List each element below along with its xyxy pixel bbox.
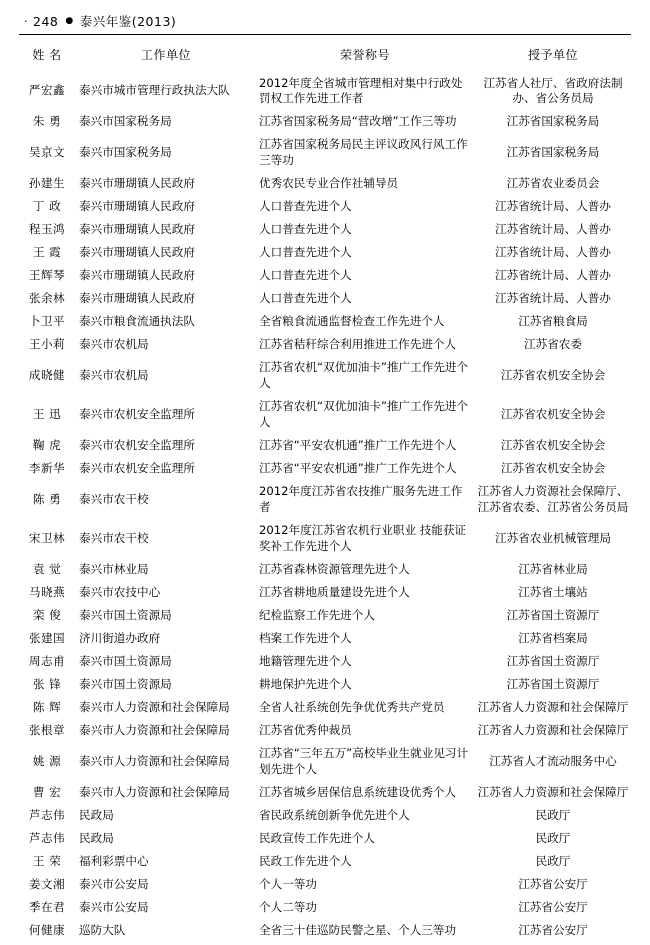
table-row bbox=[18, 173, 632, 196]
cell-unit: 泰兴市珊瑚镇人民政府 bbox=[79, 245, 195, 260]
cell-honor: 江苏省农机“双优加油卡”推广工作先进个人 bbox=[259, 399, 469, 430]
cell-name: 王 迅 bbox=[32, 407, 62, 422]
table-row bbox=[18, 219, 632, 242]
cell-grant: 江苏省农业机械管理局 bbox=[495, 531, 611, 546]
cell-name: 芦志伟 bbox=[28, 830, 66, 845]
cell-honor: 耕地保护先进个人 bbox=[259, 677, 352, 692]
cell-honor: 民政工作先进个人 bbox=[259, 853, 352, 868]
table-row bbox=[18, 435, 632, 458]
table-row bbox=[18, 311, 632, 334]
cell-grant: 江苏省国土资源厅 bbox=[506, 677, 600, 692]
cell-grant: 民政厅 bbox=[535, 807, 571, 822]
cell-honor: 人口普查先进个人 bbox=[259, 268, 352, 283]
cell-name: 宋卫林 bbox=[28, 531, 66, 546]
cell-name: 姜文湘 bbox=[28, 876, 66, 891]
cell-grant: 江苏省农机安全协会 bbox=[500, 438, 606, 453]
cell-grant: 江苏省农业委员会 bbox=[506, 176, 600, 191]
cell-honor: 人口普查先进个人 bbox=[259, 291, 352, 306]
cell-unit: 巡防大队 bbox=[79, 922, 126, 937]
cell-honor: 江苏省耕地质量建设先进个人 bbox=[259, 585, 410, 600]
cell-name: 张根章 bbox=[28, 723, 66, 738]
cell-grant: 江苏省农机安全协会 bbox=[500, 407, 606, 422]
cell-unit: 泰兴市人力资源和社会保障局 bbox=[79, 784, 230, 799]
cell-name: 季在君 bbox=[28, 899, 66, 914]
cell-name: 张建国 bbox=[28, 631, 66, 646]
cell-grant: 江苏省人社厅、省政府法制办、省公务员局 bbox=[483, 75, 623, 106]
cell-honor: 人口普查先进个人 bbox=[259, 222, 352, 237]
table-row bbox=[18, 334, 632, 357]
cell-name: 马晓燕 bbox=[28, 585, 66, 600]
cell-unit: 泰兴市珊瑚镇人民政府 bbox=[79, 222, 195, 237]
column-header-name: 姓 名 bbox=[32, 48, 62, 62]
cell-grant: 江苏省农机安全协会 bbox=[500, 368, 606, 383]
cell-grant: 江苏省国家税务局 bbox=[506, 114, 600, 129]
cell-grant: 江苏省统计局、人普办 bbox=[495, 291, 611, 306]
cell-name: 张余林 bbox=[28, 291, 66, 306]
cell-grant: 江苏省国家税务局 bbox=[506, 145, 600, 160]
table-row bbox=[18, 458, 632, 481]
cell-name: 陈 辉 bbox=[32, 700, 62, 715]
cell-grant: 江苏省公安厅 bbox=[518, 899, 588, 914]
cell-grant: 江苏省人力资源和社会保障厅 bbox=[477, 723, 629, 738]
cell-grant: 江苏省统计局、人普办 bbox=[495, 245, 611, 260]
cell-unit: 泰兴市公安局 bbox=[79, 876, 149, 891]
cell-name: 严宏鑫 bbox=[28, 83, 66, 98]
cell-grant: 江苏省档案局 bbox=[518, 631, 588, 646]
cell-name: 曹 宏 bbox=[32, 784, 62, 799]
table-row bbox=[18, 520, 632, 559]
cell-unit: 泰兴市珊瑚镇人民政府 bbox=[79, 199, 195, 214]
cell-grant: 江苏省林业局 bbox=[518, 562, 588, 577]
cell-unit: 泰兴市农机局 bbox=[79, 337, 149, 352]
cell-honor: 江苏省国家税务局“营改增”工作三等功 bbox=[259, 114, 457, 129]
cell-name: 王辉琴 bbox=[28, 268, 66, 283]
cell-honor: 个人一等功 bbox=[259, 876, 317, 891]
column-header-honor: 荣誉称号 bbox=[339, 48, 390, 62]
cell-honor: 江苏省“平安农机通”推广工作先进个人 bbox=[259, 438, 457, 453]
cell-name: 栾 俊 bbox=[32, 608, 62, 623]
cell-honor: 江苏省秸秆综合利用推进工作先进个人 bbox=[259, 337, 457, 352]
cell-unit: 泰兴市珊瑚镇人民政府 bbox=[79, 176, 195, 191]
cell-honor: 个人二等功 bbox=[259, 899, 317, 914]
cell-grant: 江苏省农机安全协会 bbox=[500, 461, 606, 476]
table-row bbox=[18, 919, 632, 942]
cell-name: 王 霞 bbox=[32, 245, 62, 260]
cell-grant: 江苏省人力资源和社会保障厅 bbox=[477, 784, 629, 799]
cell-name: 姚 源 bbox=[32, 754, 62, 768]
table-row bbox=[18, 850, 632, 873]
cell-name: 周志甫 bbox=[28, 654, 66, 669]
cell-honor: 江苏省国家税务局民主评议政风行风工作三等功 bbox=[259, 137, 468, 168]
cell-name: 王 荣 bbox=[32, 853, 62, 868]
cell-honor: 江苏省优秀仲裁员 bbox=[259, 723, 352, 738]
cell-unit: 泰兴市农机安全监理所 bbox=[79, 461, 195, 476]
table-row bbox=[18, 651, 632, 674]
cell-honor: 2012年度江苏省农技推广服务先进工作者 bbox=[259, 484, 463, 515]
cell-unit: 泰兴市国土资源局 bbox=[79, 608, 172, 623]
table-row bbox=[18, 743, 632, 782]
table-row bbox=[18, 72, 632, 111]
cell-grant: 民政厅 bbox=[535, 853, 571, 868]
table-row bbox=[18, 265, 632, 288]
cell-grant: 江苏省人力资源社会保障厅、江苏省农委、江苏省公务员局 bbox=[477, 484, 629, 515]
cell-unit: 民政局 bbox=[79, 807, 114, 822]
table-row bbox=[18, 720, 632, 743]
cell-name: 王小莉 bbox=[28, 337, 66, 352]
cell-grant: 江苏省公安厅 bbox=[518, 876, 588, 891]
table-row bbox=[18, 827, 632, 850]
cell-unit: 泰兴市农技中心 bbox=[79, 585, 161, 600]
bullet-icon: · bbox=[24, 14, 28, 28]
cell-honor: 档案工作先进个人 bbox=[259, 631, 352, 646]
cell-unit: 泰兴市林业局 bbox=[79, 562, 149, 577]
cell-name: 程玉鸿 bbox=[28, 222, 66, 237]
header-rule bbox=[19, 34, 631, 35]
cell-unit: 济川街道办政府 bbox=[79, 631, 161, 646]
cell-honor: 纪检监察工作先进个人 bbox=[259, 608, 375, 623]
cell-unit: 泰兴市农干校 bbox=[79, 531, 149, 546]
table-row bbox=[18, 804, 632, 827]
cell-unit: 泰兴市珊瑚镇人民政府 bbox=[79, 291, 195, 306]
cell-grant: 江苏省统计局、人普办 bbox=[495, 199, 611, 214]
cell-honor: 地籍管理先进个人 bbox=[259, 654, 352, 669]
cell-honor: 人口普查先进个人 bbox=[259, 245, 352, 260]
cell-name: 张 锋 bbox=[32, 677, 62, 692]
cell-unit: 泰兴市公安局 bbox=[79, 899, 149, 914]
cell-unit: 民政局 bbox=[79, 830, 114, 845]
cell-name: 陈 勇 bbox=[32, 492, 62, 507]
cell-unit: 泰兴市农机安全监理所 bbox=[79, 407, 195, 422]
cell-name: 李新华 bbox=[28, 461, 66, 476]
awards-table bbox=[18, 41, 632, 942]
cell-unit: 泰兴市人力资源和社会保障局 bbox=[79, 700, 230, 715]
cell-name: 袁 觉 bbox=[32, 562, 62, 577]
table-row bbox=[18, 781, 632, 804]
table-row bbox=[18, 481, 632, 520]
cell-honor: 全省粮食流通监督检查工作先进个人 bbox=[259, 314, 445, 329]
cell-grant: 民政厅 bbox=[535, 830, 571, 845]
cell-name: 芦志伟 bbox=[28, 807, 66, 822]
cell-unit: 福利彩票中心 bbox=[79, 853, 149, 868]
cell-name: 孙建生 bbox=[28, 176, 66, 191]
cell-honor: 江苏省“三年五万”高校毕业生就业见习计划先进个人 bbox=[259, 746, 469, 776]
table-row bbox=[18, 674, 632, 697]
table-row bbox=[18, 628, 632, 651]
cell-unit: 泰兴市国家税务局 bbox=[79, 145, 172, 160]
column-header-unit: 工作单位 bbox=[140, 48, 191, 62]
cell-grant: 江苏省人力资源和社会保障厅 bbox=[477, 700, 629, 715]
cell-grant: 江苏省统计局、人普办 bbox=[495, 222, 611, 237]
cell-name: 卜卫平 bbox=[28, 314, 66, 329]
cell-name: 朱 勇 bbox=[32, 114, 62, 129]
page-number: 248 bbox=[33, 13, 59, 29]
cell-honor: 全省三十佳巡防民警之星、个人三等功 bbox=[259, 922, 457, 937]
cell-unit: 泰兴市粮食流通执法队 bbox=[79, 314, 195, 329]
cell-unit: 泰兴市人力资源和社会保障局 bbox=[79, 723, 230, 738]
cell-unit: 泰兴市农机局 bbox=[79, 368, 149, 383]
table-row bbox=[18, 697, 632, 720]
cell-unit: 泰兴市人力资源和社会保障局 bbox=[79, 754, 230, 768]
table-row bbox=[18, 196, 632, 219]
cell-unit: 泰兴市国土资源局 bbox=[79, 677, 172, 692]
table-row bbox=[18, 605, 632, 628]
cell-name: 鞠 虎 bbox=[32, 438, 62, 453]
cell-name: 吴京文 bbox=[28, 145, 66, 160]
cell-grant: 江苏省土壤站 bbox=[518, 585, 588, 600]
table-row bbox=[18, 896, 632, 919]
table-row bbox=[18, 873, 632, 896]
cell-honor: 民政宣传工作先进个人 bbox=[259, 830, 375, 845]
cell-grant: 江苏省国土资源厅 bbox=[506, 654, 600, 669]
cell-unit: 泰兴市农机安全监理所 bbox=[79, 438, 195, 453]
cell-unit: 泰兴市城市管理行政执法大队 bbox=[79, 83, 230, 98]
table-header-row bbox=[18, 41, 632, 72]
page-title: 泰兴年鉴(2013) bbox=[79, 14, 177, 29]
table-row bbox=[18, 559, 632, 582]
cell-honor: 江苏省城乡居保信息系统建设优秀个人 bbox=[259, 784, 457, 799]
separator-icon: ● bbox=[65, 16, 74, 26]
table-row bbox=[18, 582, 632, 605]
table-row bbox=[18, 242, 632, 265]
cell-name: 何健康 bbox=[28, 922, 66, 937]
cell-name: 成晓健 bbox=[28, 368, 66, 383]
cell-honor: 2012年度江苏省农机行业职业 技能获证奖补工作先进个人 bbox=[259, 523, 467, 554]
cell-unit: 泰兴市珊瑚镇人民政府 bbox=[79, 268, 195, 283]
table-row bbox=[18, 134, 632, 173]
cell-grant: 江苏省统计局、人普办 bbox=[495, 268, 611, 283]
page-header bbox=[18, 10, 632, 32]
cell-honor: 全省人社系统创先争优优秀共产党员 bbox=[259, 700, 445, 715]
table-row bbox=[18, 288, 632, 311]
column-header-grant: 授予单位 bbox=[527, 48, 578, 62]
cell-honor: 江苏省“平安农机通”推广工作先进个人 bbox=[259, 461, 457, 476]
cell-honor: 江苏省森林资源管理先进个人 bbox=[259, 562, 410, 577]
cell-honor: 2012年度全省城市管理相对集中行政处罚权工作先进工作者 bbox=[259, 75, 463, 106]
cell-grant: 江苏省公安厅 bbox=[518, 922, 588, 937]
cell-name: 丁 政 bbox=[32, 199, 62, 214]
cell-unit: 泰兴市国家税务局 bbox=[79, 114, 172, 129]
cell-grant: 江苏省国土资源厅 bbox=[506, 608, 600, 623]
cell-honor: 省民政系统创新争优先进个人 bbox=[259, 807, 410, 822]
cell-honor: 优秀农民专业合作社辅导员 bbox=[259, 176, 399, 191]
cell-honor: 江苏省农机“双优加油卡”推广工作先进个人 bbox=[259, 360, 469, 391]
cell-grant: 江苏省粮食局 bbox=[518, 314, 588, 329]
table-row bbox=[18, 396, 632, 435]
table-row bbox=[18, 357, 632, 396]
cell-grant: 江苏省农委 bbox=[524, 337, 582, 352]
table-row bbox=[18, 111, 632, 134]
cell-grant: 江苏省人才流动服务中心 bbox=[489, 754, 617, 768]
cell-unit: 泰兴市农干校 bbox=[79, 492, 149, 507]
cell-honor: 人口普查先进个人 bbox=[259, 199, 352, 214]
cell-unit: 泰兴市国土资源局 bbox=[79, 654, 172, 669]
